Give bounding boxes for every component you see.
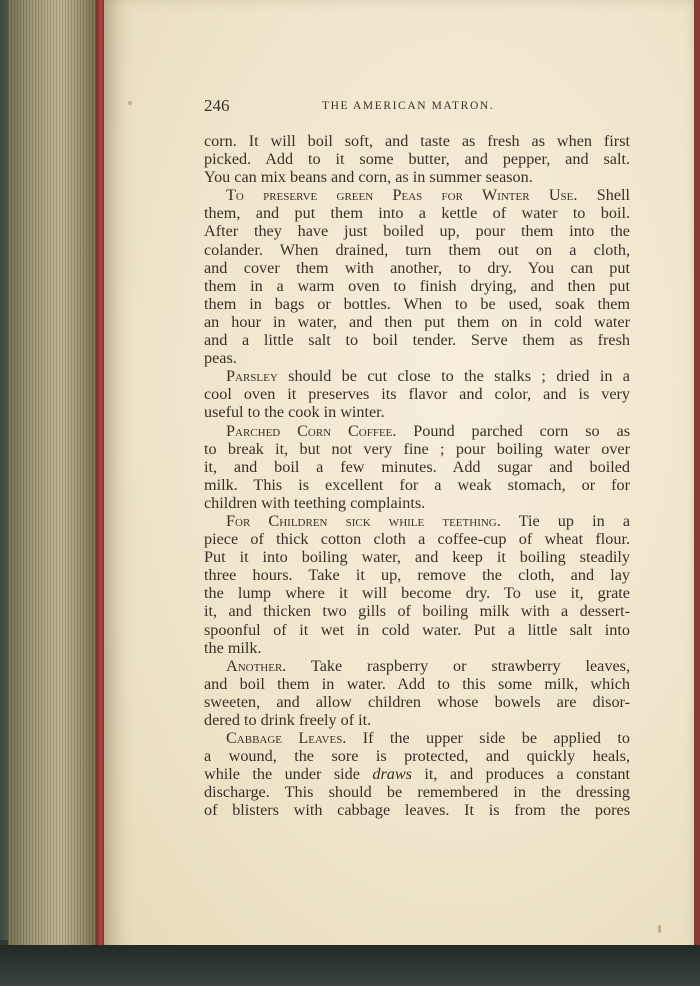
section-heading: For Children sick while teething.	[226, 511, 501, 530]
text-line	[204, 566, 630, 584]
text-run: cool oven it preserves its flavor and color, and is very	[204, 385, 630, 404]
text-line	[204, 385, 630, 403]
body-text	[204, 132, 630, 820]
text-line	[204, 403, 630, 421]
text-line	[204, 711, 630, 729]
bottom-shadow	[0, 945, 700, 986]
text-run: Pound parched corn so as	[396, 421, 630, 440]
text-run: piece of thick cotton cloth a coffee-cup of wheat flour.	[204, 530, 630, 549]
text-run: and boil them in water. Add to this some milk, which	[204, 674, 630, 693]
page-block-edges	[8, 0, 104, 955]
text-line	[204, 548, 630, 566]
text-run: milk. This is excellent for a weak stomach, or for	[204, 475, 630, 494]
text-run: while the under side	[204, 765, 373, 784]
text-line	[204, 639, 630, 657]
text-line	[204, 241, 630, 259]
text-run: the lump where it will become dry. To use it, grate	[204, 584, 630, 603]
text-run: If the upper side be applied to	[346, 729, 630, 748]
text-line	[204, 186, 630, 204]
section-heading: Another.	[226, 656, 287, 675]
text-run: it, and produces a constant	[411, 765, 630, 784]
text-run: Tie up in a	[500, 511, 630, 530]
text-line	[204, 729, 630, 747]
text-line	[204, 277, 630, 295]
running-head	[204, 96, 632, 118]
text-run: the milk.	[204, 638, 262, 657]
text-line	[204, 621, 630, 639]
text-line	[204, 512, 630, 530]
text-run: and a little salt to boil tender. Serve them as fresh	[204, 331, 630, 350]
right-page-rim	[694, 0, 700, 958]
text-run: spoonful of it wet in cold water. Put a little salt into	[204, 620, 630, 639]
italic-word: draws	[372, 765, 412, 784]
text-line	[204, 168, 630, 186]
text-run: discharge. This should be remembered in the dressing	[204, 783, 630, 802]
text-run: corn. It will boil soft, and taste as fresh as when first	[204, 132, 630, 150]
text-run: After they have just boiled up, pour them into the	[204, 222, 630, 241]
text-run: useful to the cook in winter.	[204, 403, 385, 422]
text-run: picked. Add to it some butter, and pepper, and salt.	[204, 150, 630, 169]
text-run: children with teething complaints.	[204, 493, 426, 512]
text-run: Shell	[577, 186, 630, 205]
text-line	[204, 494, 630, 512]
text-run: should be cut close to the stalks ; dried in a	[277, 367, 630, 386]
text-run: it, and boil a few minutes. Add sugar and boiled	[204, 457, 630, 476]
text-line	[204, 295, 630, 313]
text-line	[204, 259, 630, 277]
text-line	[204, 765, 630, 783]
text-run: an hour in water, and then put them on in cold water	[204, 312, 630, 331]
text-run: three hours. Take it up, remove the cloth, and lay	[204, 566, 630, 585]
paper-speck	[658, 925, 661, 933]
section-heading: Cabbage Leaves.	[226, 729, 347, 748]
text-line	[204, 530, 630, 548]
text-line	[204, 476, 630, 494]
text-line	[204, 747, 630, 765]
section-heading: Parched Corn Coffee.	[226, 421, 397, 440]
text-line	[204, 222, 630, 240]
section-heading: Parsley	[226, 367, 278, 386]
text-line	[204, 204, 630, 222]
text-line	[204, 440, 630, 458]
text-run: a wound, the sore is protected, and quickly heals,	[204, 747, 630, 766]
text-run: You can mix beans and corn, as in summer season.	[204, 168, 533, 187]
text-run: them in bags or bottles. When to be used, soak them	[204, 294, 630, 313]
text-line	[204, 675, 630, 693]
text-line	[204, 458, 630, 476]
text-run: of blisters with cabbage leaves. It is from the pores	[204, 801, 630, 820]
text-line	[204, 313, 630, 331]
text-run: them, and put them into a kettle of water to boil.	[204, 204, 630, 223]
text-line	[204, 422, 630, 440]
text-run: it, and thicken two gills of boiling milk with a dessert-	[204, 602, 630, 621]
page-number: 246	[204, 96, 230, 115]
text-line	[204, 693, 630, 711]
text-line	[204, 367, 630, 385]
text-line	[204, 349, 630, 367]
text-run: dered to drink freely of it.	[204, 711, 372, 729]
text-run: colander. When drained, turn them out on a cloth,	[204, 240, 630, 259]
running-title: THE AMERICAN MATRON.	[322, 100, 495, 112]
text-run: and cover them with another, to dry. You can put	[204, 258, 630, 277]
text-run: sweeten, and allow children whose bowels are disor-	[204, 692, 630, 711]
text-line	[204, 331, 630, 349]
text-line	[204, 150, 630, 168]
text-line	[204, 783, 630, 801]
text-line	[204, 584, 630, 602]
paper-speck	[128, 101, 132, 105]
text-run: them in a warm oven to finish drying, and then put	[204, 276, 630, 295]
text-run: peas.	[204, 349, 237, 368]
text-line	[204, 657, 630, 675]
text-line	[204, 801, 630, 819]
text-run: Put it into boiling water, and keep it boiling steadily	[204, 548, 630, 567]
text-line	[204, 602, 630, 620]
text-run: to break it, but not very fine ; pour boiling water over	[204, 439, 630, 458]
section-heading: To preserve green Peas for Winter Use.	[226, 186, 578, 205]
text-line	[204, 132, 630, 150]
text-run: Take raspberry or strawberry leaves,	[286, 656, 630, 675]
